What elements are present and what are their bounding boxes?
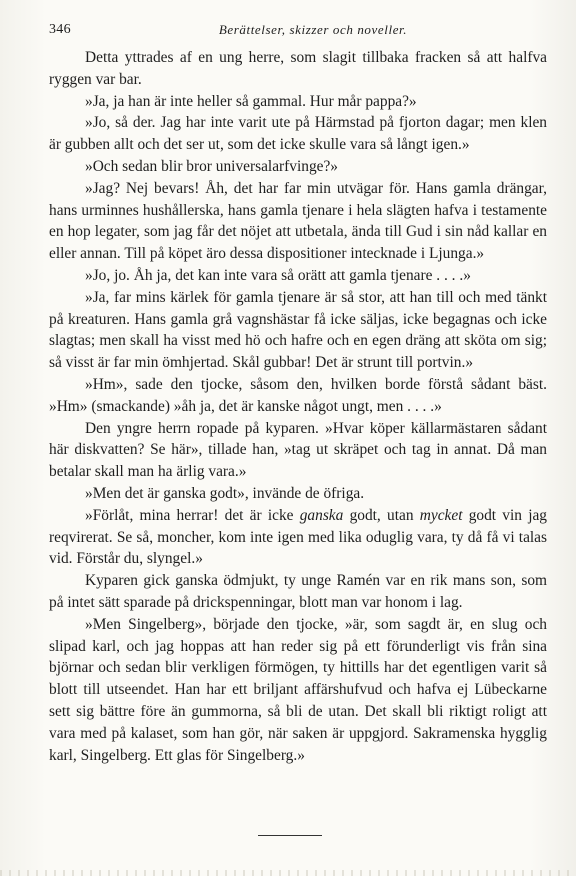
emphasis-ganska: ganska bbox=[299, 506, 344, 524]
paragraph-text: godt vin jag reqvirerat. Se så, moncher, kom inte igen med lika oduglig vara, ty då få vi talas vid. Förstår du, slyngel.» bbox=[49, 506, 547, 568]
paragraph-text: godt, utan bbox=[343, 506, 420, 524]
emphasis-mycket: mycket bbox=[419, 506, 463, 524]
paragraph-with-emphasis bbox=[49, 505, 547, 570]
page-number: 346 bbox=[49, 22, 71, 37]
paragraph: »Men Singelberg», började den tjocke, »är, som sagdt är, en slug och slipad karl, och jag hoppas att han reder sig på ett förunderligt vis från sina björnar och sedan blir verkligen förmögen, ty hittills har det egentligen varit så blott till utseendet. Han har ett briljant affärshufvud och hafva ej Lübeckarne sett sig bättre före än gummorna, så bli de utan. Det skall bli riktigt roligt att vara med på kalaset, som han gör, när saken är uppgjord. Sakramenska hygglig karl, Singelberg. Ett glas för Singelberg.» bbox=[49, 615, 547, 764]
paragraph: »Jo, så der. Jag har inte varit ute på Härmstad på fjorton dagar; men klen är gubben allt och det ser ut, som det icke skulle vara så långt igen.» bbox=[49, 114, 547, 154]
paragraph: »Hm», sade den tjocke, såsom den, hvilken borde förstå sådant bäst. »Hm» (smackande) »åh ja, det är kanske något ungt, men . . . .» bbox=[49, 375, 547, 415]
paragraph: Detta yttrades af en ung herre, som slagit tillbaka fracken så att halfva ryggen var bar. bbox=[49, 49, 547, 88]
paragraph: »Ja, ja han är inte heller så gammal. Hur mår pappa?» bbox=[85, 92, 417, 110]
paragraph: »Och sedan blir bror universalarfvinge?» bbox=[85, 157, 338, 175]
paragraph: Kyparen gick ganska ödmjukt, ty unge Ramén var en rik mans son, som på intet sätt sparade på drickspenningar, blott man var honom i lag. bbox=[49, 572, 547, 611]
paragraph: Den yngre herrn ropade på kyparen. »Hvar köper källarmästaren sådant här diskvatten? Se här», tillade han, »tag ut skräpet och tag in annat. Då man betalar skall man ha ärlig vara.» bbox=[49, 419, 547, 481]
running-head: Berättelser, skizzer och noveller. bbox=[218, 22, 408, 37]
paragraph: »Ja, far mins kärlek för gamla tjenare är så stor, att han till och med tänkt på kreaturen. Hans gamla grå vagnshästar få icke säljas, icke begagnas och icke slagtas; men skall ha visst med hö och hafre och en egen dräng att sköta om sig; så visst är far min ömhjertad. Skål gubbar! Det är strunt till portvin.» bbox=[49, 288, 547, 372]
page-header bbox=[49, 14, 547, 37]
section-divider bbox=[258, 835, 322, 836]
paragraph: »Men det är ganska godt», invände de öfriga. bbox=[85, 484, 365, 502]
paragraph: »Jag? Nej bevars! Åh, det har far min utvägar för. Hans gamla drängar, hans urminnes hushållerska, hans gamla tjenare i hela slägten hafva i testamente en hop legater, som jag får det nöjet att utbetala, ända till Gud i sin nåd kallar en eller annan. Till på köpet äro dessa dispositioner intecknade i Ljunga.» bbox=[49, 179, 547, 263]
body-text bbox=[49, 47, 547, 766]
paragraph-text: »Förlåt, mina herrar! det är icke bbox=[85, 506, 300, 524]
paragraph: »Jo, jo. Åh ja, det kan inte vara så orätt att gamla tjenare . . . .» bbox=[85, 266, 471, 284]
page-edge bbox=[0, 870, 576, 876]
